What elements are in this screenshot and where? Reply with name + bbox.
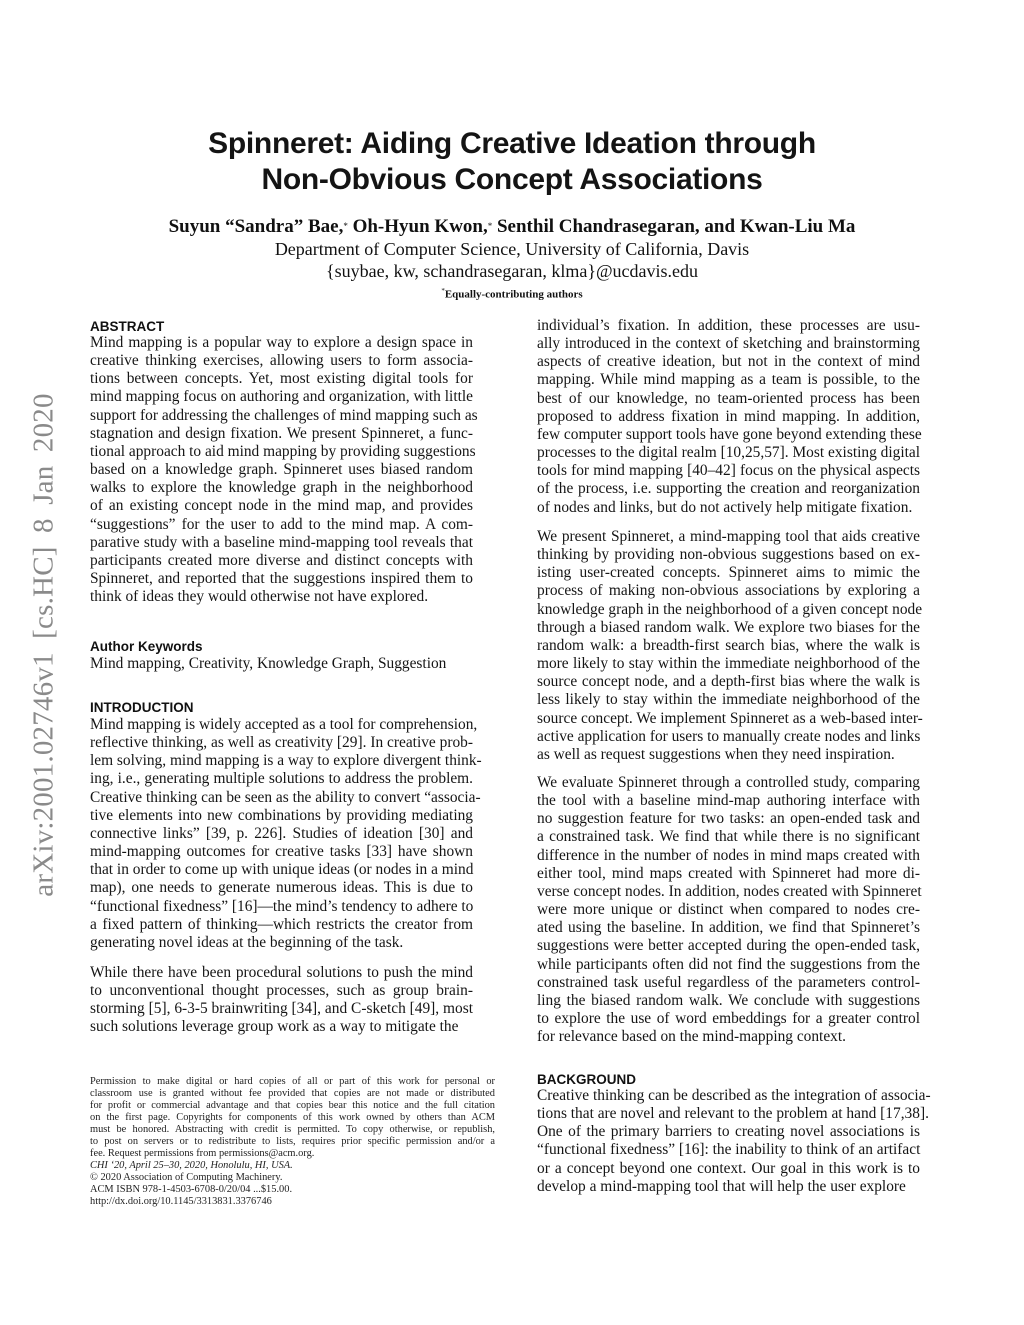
text-line: fee. Request permissions from permissions@acm.org.: [90, 1148, 315, 1159]
text-line: that in order to come up with unique ideas (or nodes in a mind: [90, 861, 474, 879]
text-line: generating novel ideas at the beginning of the task.: [90, 933, 404, 951]
text-line: the tool with a baseline mind-map authoring interface with: [537, 792, 920, 810]
venue-line: CHI ‘20, April 25–30, 2020, Honolulu, HI, USA.: [90, 1160, 293, 1171]
text-line: through a biased random walk. We explore two biases for the: [537, 618, 920, 636]
keywords-heading: Author Keywords: [90, 639, 203, 654]
affiliation: Department of Computer Science, University of California, Davis: [274, 239, 750, 259]
text-line: We present Spinneret, a mind-mapping tool that aids creative: [537, 528, 920, 545]
text-line: While there have been procedural solutions to push the mind: [90, 964, 473, 981]
author-list: [0, 215, 1024, 239]
text-line: to explore the use of word embeddings for a greater control: [537, 1009, 920, 1027]
text-line: processes to the digital realm [10,25,57]. Most existing digital: [537, 444, 920, 462]
isbn-line: ACM ISBN 978-1-4503-6708-0/20/04 ...$15.00.: [90, 1184, 293, 1195]
text-line: support for addressing the challenges of mind mapping such as: [90, 406, 478, 424]
text-line: difference in the number of nodes in mind maps created with: [537, 846, 920, 864]
text-line: think of ideas they would otherwise not have explored.: [90, 588, 429, 606]
background-heading: BACKGROUND: [537, 1072, 636, 1087]
equal-contribution-mark: *: [343, 221, 348, 231]
text-line: ated using the baseline. In addition, we find that Spinneret’s: [537, 919, 920, 937]
text-line: lem solving, mind mapping is a way to explore divergent think-: [90, 752, 482, 770]
text-line: tions that are novel and relevant to the problem at hand [17,38].: [537, 1105, 929, 1123]
text-line: Mind mapping, Creativity, Knowledge Graph, Suggestion: [90, 655, 447, 672]
equal-contribution-mark: *: [441, 287, 445, 295]
introduction-heading: INTRODUCTION: [90, 700, 194, 715]
text-line: proposed to address fixation in mind mapping. In addition,: [537, 407, 920, 425]
text-line: random walk: a breadth-first search bias, where the walk is: [537, 636, 920, 654]
text-line: for profit or commercial advantage and that copies bear this notice and the full citation: [90, 1100, 495, 1111]
text-line: or a concept beyond one context. Our goal in this work is to: [537, 1159, 920, 1177]
text-line: a fixed pattern of thinking—which restricts the creator from: [90, 915, 473, 933]
abstract-heading: ABSTRACT: [90, 319, 165, 334]
text-line: tools for mind mapping [40–42] focus on the physical aspects: [537, 462, 920, 480]
text-line: knowledge graph in the neighborhood of a given concept node: [537, 600, 923, 618]
text-line: We evaluate Spinneret through a controlled study, comparing: [537, 774, 920, 791]
text-line: “functional fixedness” [16]—the mind’s tendency to adhere to: [90, 897, 474, 915]
text-line: develop a mind-mapping tool that will help the user explore: [537, 1177, 906, 1195]
text-line: Permission to make digital or hard copies of all or part of this work for personal or: [90, 1076, 495, 1087]
text-line: of the process, i.e. supporting the creation and reorganization: [537, 480, 920, 498]
author-emails: {suybae, kw, schandrasegaran, klma}@ucdavis.edu: [325, 261, 699, 281]
text-line: more likely to stay within the immediate neighborhood of the: [537, 655, 920, 673]
title-line: Spinneret: Aiding Creative Ideation through: [208, 127, 816, 160]
text-line: One of the primary barriers to creating novel associations is: [537, 1123, 920, 1141]
text-line: on the first page. Copyrights for components of this work owned by others than ACM: [90, 1112, 495, 1123]
text-line: verse concept nodes. In addition, nodes created with Spinneret: [537, 882, 922, 900]
text-line: a constrained task. We find that while there is no significant: [537, 828, 920, 846]
text-line: process of making non-obvious associations by exploring a: [537, 582, 920, 600]
text-line: aspects of creative ideation, but not in the context of mind: [537, 353, 920, 371]
text-line: isting user-created concepts. Spinneret aims to mimic the: [537, 564, 920, 582]
text-line: such solutions leverage group work as a way to mitigate the: [90, 1018, 459, 1036]
doi-link[interactable]: http://dx.doi.org/10.1145/3313831.3376746: [90, 1196, 272, 1207]
author-name: Senthil Chandrasegaran, and Kwan-Liu Ma: [496, 216, 856, 237]
text-line: Mind mapping is a popular way to explore a design space in: [90, 334, 473, 351]
text-line: walks to explore the knowledge graph in the neighborhood: [90, 479, 473, 497]
text-line: no suggestion feature for two tasks: an open-ended task and: [537, 810, 920, 828]
text-line: tional approach to aid mind mapping by providing suggestions: [90, 442, 476, 460]
text-line: participants created more diverse and distinct concepts with: [90, 551, 473, 569]
author-name: Suyun “Sandra” Bae,: [168, 216, 344, 237]
text-line: must be honored. Abstracting with credit is permitted. To copy otherwise, or republish,: [90, 1124, 495, 1135]
arxiv-identifier: arXiv:2001.02746v1 [cs.HC] 8 Jan 2020: [27, 393, 60, 897]
text-line: constrained task useful regardless of the parameters control-: [537, 973, 920, 991]
text-line: Creative thinking can be described as the integration of associa-: [537, 1087, 931, 1104]
author-name: Oh-Hyun Kwon,: [352, 216, 488, 237]
text-line: of an existing concept node in the mind map, and provides: [90, 497, 473, 515]
text-line: Mind mapping is widely accepted as a tool for comprehension,: [90, 716, 478, 733]
text-line: either tool, mind maps created with Spinneret had more di-: [537, 864, 920, 882]
text-line: ally introduced in the context of sketching and brainstorming: [537, 335, 920, 353]
text-line: stagnation and design fixation. We present Spinneret, a func-: [90, 424, 473, 442]
text-line: “functional fixedness” [16]: the inability to think of an artifact: [537, 1141, 921, 1159]
copyright-line: © 2020 Association of Computing Machinery.: [90, 1172, 283, 1183]
text-line: best of our knowledge, no team-oriented process has been: [537, 389, 920, 407]
equal-contribution-note: [0, 284, 1024, 302]
text-line: active application for users to manually create nodes and links: [537, 727, 921, 745]
text-line: less likely to stay within the immediate neighborhood of the: [537, 691, 920, 709]
text-line: connective links” [39, p. 226]. Studies of ideation [30] and: [90, 824, 473, 842]
title-line: Non-Obvious Concept Associations: [261, 163, 763, 196]
text-line: Spinneret, and reported that the suggestions inspired them to: [90, 569, 473, 587]
text-line: tions between concepts. Yet, most existing digital tools for: [90, 370, 473, 388]
text-line: classroom use is granted without fee provided that copies are not made or distributed: [90, 1088, 495, 1099]
text-line: source concept node, and a depth-first bias where the walk is: [537, 673, 920, 691]
text-line: “suggestions” for the user to add to the mind map. A com-: [90, 515, 473, 533]
text-line: to post on servers or to redistribute to lists, requires prior specific permission and/or a: [90, 1136, 495, 1147]
text-line: of nodes and links, but do not actively help mitigate fixation.: [537, 498, 913, 516]
text-line: ling the biased random walk. We conclude with suggestions: [537, 991, 920, 1009]
text-line: map), one needs to generate numerous ideas. This is due to: [90, 879, 473, 897]
text-line: Creative thinking can be seen as the ability to convert “associa-: [90, 788, 481, 806]
text-line: creative thinking exercises, allowing users to form associa-: [90, 352, 473, 370]
text-line: suggestions were better accepted during the open-ended task,: [537, 937, 920, 955]
text-line: storming [5], 6-3-5 brainwriting [34], and C-sketch [49], most: [90, 1000, 473, 1018]
text-line: ing, i.e., generating multiple solutions to address the problem.: [90, 770, 473, 788]
equal-contribution-mark: *: [487, 221, 493, 231]
equal-contribution-text: Equally-contributing authors: [444, 288, 583, 301]
text-line: tive elements into new combinations by providing mediating: [90, 806, 473, 824]
text-line: based on a knowledge graph. Spinneret uses biased random: [90, 461, 473, 479]
text-line: thinking by providing non-obvious suggestions based on ex-: [537, 546, 920, 564]
text-line: mind mapping focus on authoring and organization, with little: [90, 388, 473, 406]
text-line: were more unique or distinct when compared to nodes cre-: [537, 901, 920, 919]
text-line: as well as request suggestions when they need inspiration.: [537, 745, 895, 763]
text-line: individual’s fixation. In addition, these processes are usu-: [537, 317, 920, 334]
text-line: for relevance based on the mind-mapping context.: [537, 1028, 846, 1046]
text-line: reflective thinking, as well as creativity [29]. In creative prob-: [90, 734, 473, 752]
text-line: while participants often did not find the suggestions from the: [537, 955, 920, 973]
text-line: parative study with a baseline mind-mapping tool reveals that: [90, 533, 473, 551]
text-line: few computer support tools have gone beyond extending these: [537, 425, 922, 443]
text-line: mind-mapping outcomes for creative tasks [33] have shown: [90, 843, 473, 861]
text-line: to unconventional thought processes, such as group brain-: [90, 982, 473, 1000]
paper-title: [0, 126, 1024, 198]
text-line: mapping. While mind mapping as a team is possible, to the: [537, 371, 920, 389]
text-line: source concept. We implement Spinneret as a web-based inter-: [537, 709, 923, 727]
